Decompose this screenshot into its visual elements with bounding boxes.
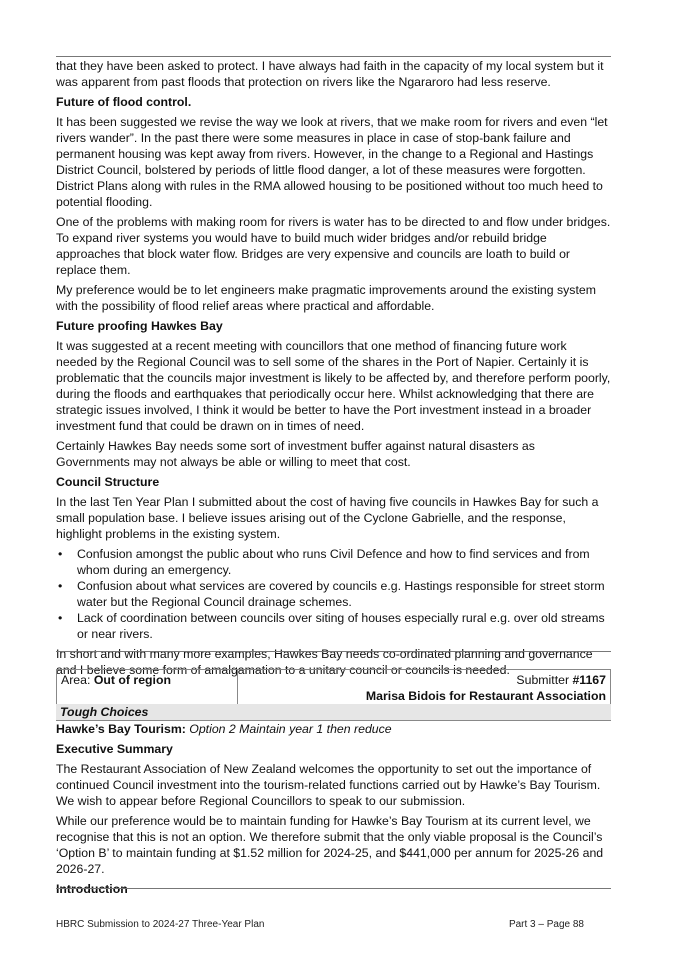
list-item: • Lack of coordination between councils over siting of houses especially rural e.g. over old streams or near rivers. (56, 610, 611, 642)
page-footer (56, 917, 584, 933)
paragraph-continued: that they have been asked to protect. I have always had faith in the capacity of my local system but it was apparent from past floods that protection on rivers like the Ngararoro had less reserve. (56, 59, 604, 89)
paragraph-future-2: Certainly Hawkes Bay needs some sort of investment buffer against natural disasters as Governments may not always be able or willing to meet that cost. (56, 439, 535, 469)
submission-header-table (56, 669, 611, 707)
submitter-label: Submitter (516, 673, 573, 687)
footer-page-number: Part 3 – Page 88 (508, 919, 584, 930)
submitter-cell (238, 670, 611, 707)
paragraph-flood-2: One of the problems with making room for rivers is water has to be directed to and flow under bridges. To expand river systems you would have to build much wider bridges and/or rebuild bridge approaches that block water flow. Bridges are very expensive and councils are loath to build or replace them. (56, 215, 611, 277)
list-item: • Confusion amongst the public about who runs Civil Defence and how to find services and from whom during an emergency. (56, 546, 611, 578)
section-divider (56, 651, 611, 652)
paragraph-future-1: It was suggested at a recent meeting with councillors that one method of financing future work needed by the Regional Council was to sell some of the shares in the Port of Napier. Certainly it is problematic that the councils major investment is likely to be affected by, and therefore perform poorly, during the floods and earthquakes that periodically occur here. Whilst acknowledging that there are strategic issues involved, I think it would be better to have the Port investment instead in a broader investment fund that could be drawn on in times of need. (56, 339, 611, 433)
option-label: Hawke’s Bay Tourism: (56, 722, 190, 736)
submitter-name: Marisa Bidois for Restaurant Association (365, 689, 606, 703)
tough-choices-banner: Tough Choices (56, 704, 611, 721)
paragraph-exec-2: While our preference would be to maintain funding for Hawke’s Bay Tourism at its current level, we recognise that this is not an option. We therefore submit that the only viable proposal is the Council’s ‘Option B’ to maintain funding at $1.52 million for 2024-25, and $441,000 per annum for 2025-26 and 2026-27. (56, 814, 604, 876)
paragraph-flood-3: My preference would be to let engineers make pragmatic improvements around the existing system with the possibility of flood relief areas where practical and affordable. (56, 283, 596, 313)
heading-flood-control: Future of flood control. (56, 95, 192, 109)
heading-introduction: Introduction (56, 882, 128, 896)
submission-1167-body (56, 721, 611, 901)
bottom-divider (56, 888, 611, 889)
heading-council-structure: Council Structure (56, 475, 160, 489)
list-item: • Confusion about what services are covered by councils e.g. Hastings responsible for street storm water but the Regional Council drainage schemes. (56, 578, 611, 610)
heading-executive-summary: Executive Summary (56, 742, 173, 756)
paragraph-exec-1: The Restaurant Association of New Zealand welcomes the opportunity to set out the importance of continued Council investment into the tourism-related functions carried out by Hawke’s Bay Tourism. We wish to appear before Regional Councillors to speak to our submission. (56, 762, 601, 808)
area-value: Out of region (93, 673, 171, 687)
heading-future-proofing: Future proofing Hawkes Bay (56, 319, 223, 333)
submission-body (56, 58, 611, 682)
paragraph-council-closing: In short and with many more examples, Hawkes Bay needs co-ordinated planning and governance and I believe some form of amalgamation to a unitary council or councils is needed. (56, 647, 593, 677)
council-issues-list (56, 546, 611, 642)
paragraph-council-intro: In the last Ten Year Plan I submitted about the cost of having five councils in Hawkes Bay for such a small population base. I believe issues arising out of the Cyclone Gabrielle, and the response, highlight problems in the existing system. (56, 495, 599, 541)
option-value: Option 2 Maintain year 1 then reduce (189, 722, 392, 736)
area-cell (57, 670, 238, 707)
submitter-number: #1167 (572, 673, 606, 687)
footer-title: HBRC Submission to 2024-27 Three-Year Plan (56, 919, 265, 930)
paragraph-flood-1: It has been suggested we revise the way we look at rivers, that we make room for rivers and even “let rivers wander”. In the past there were some measures in place in case of stop-bank failure and permanent housing was kept away from rivers. However, in the change to a Regional and Hastings District Council, bolstered by periods of little flood danger, a lot of these measures were forgotten. District Plans along with rules in the RMA allowed housing to be positioned without too much heed to potential flooding. (56, 115, 608, 209)
top-divider (56, 56, 611, 57)
area-label: Area: (61, 673, 94, 687)
